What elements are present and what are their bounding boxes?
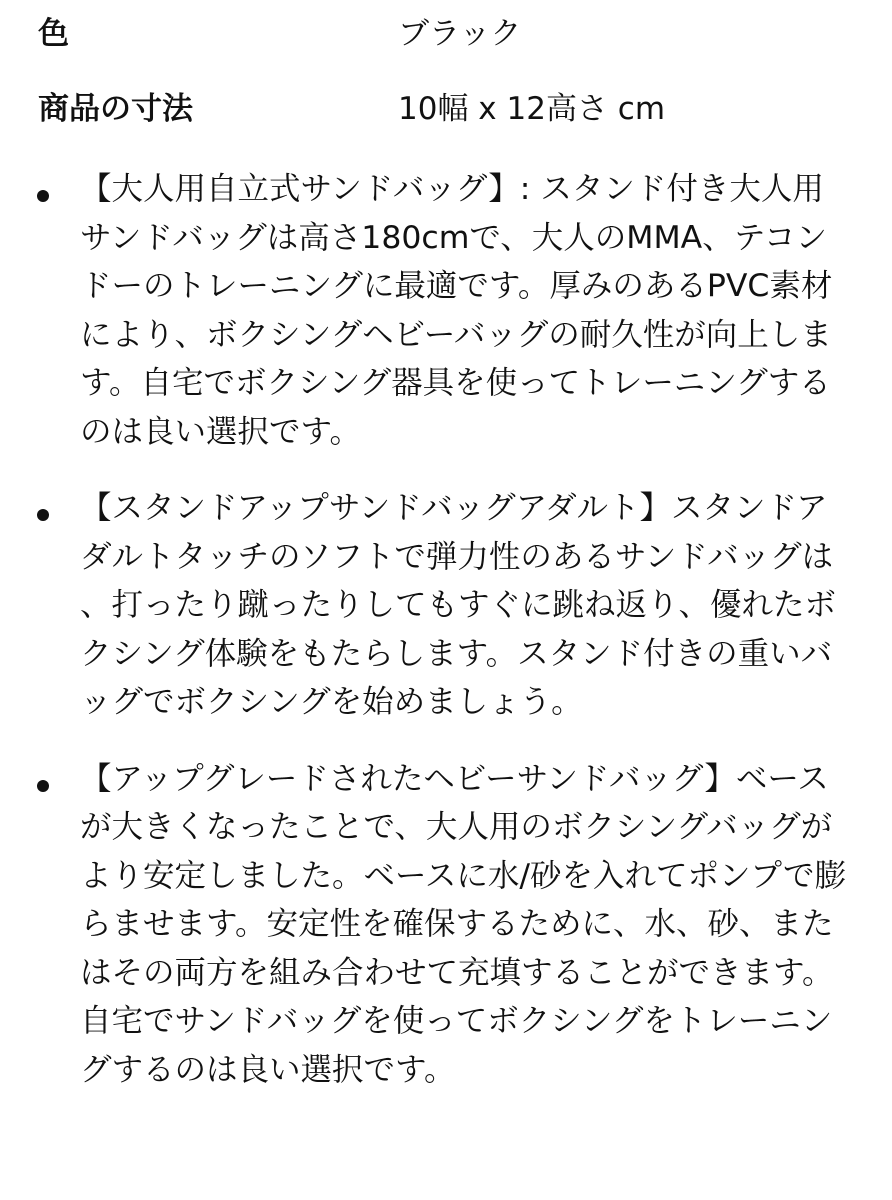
feature-bullet-item (0, 165, 892, 456)
feature-bullet-list (0, 165, 892, 1122)
spec-value-dimensions: 10幅 x 12高さ cm (398, 91, 666, 127)
feature-bullet-item (0, 755, 892, 1095)
spec-row-color (0, 4, 892, 64)
spec-label-dimensions: 商品の寸法 (38, 91, 193, 127)
feature-bullet-text: 【アップグレードされたヘビーサンドバッグ】ベースが大きくなったことで、大人用のボクシングバッグがより安定しました。ベースに水/砂を入れてポンプで膨らませます。安定性を確保するために、水、砂、またはその両方を組み合わせて充填することができます。自宅でサンドバッグを使ってボクシングをトレーニングするのは良い選択です。 (80, 760, 846, 1088)
feature-bullet-text: 【大人用自立式サンドバッグ】: スタンド付き大人用サンドバッグは高さ180cmで、大人のMMA、テコンドーのトレーニングに最適です。厚みのあるPVC素材により、ボクシングヘビーバッグの耐久性が向上します。自宅でボクシング器具を使ってトレーニングするのは良い選択です。 (80, 171, 833, 450)
bullet-dot-icon (37, 190, 49, 202)
feature-bullet-item (0, 484, 892, 727)
bullet-dot-icon (37, 509, 49, 521)
bullet-dot-icon (37, 780, 49, 792)
spec-label-color: 色 (38, 16, 69, 52)
spec-value-color: ブラック (398, 16, 522, 52)
spec-row-dimensions (0, 79, 892, 139)
feature-bullet-text: 【スタンドアップサンドバッグアダルト】スタンドアダルトタッチのソフトで弾力性のあるサンドバッグは、打ったり蹴ったりしてもすぐに跳ね返り、優れたボクシング体験をもたらします。スタンド付きの重いバッグでボクシングを始めましょう。 (80, 490, 837, 720)
